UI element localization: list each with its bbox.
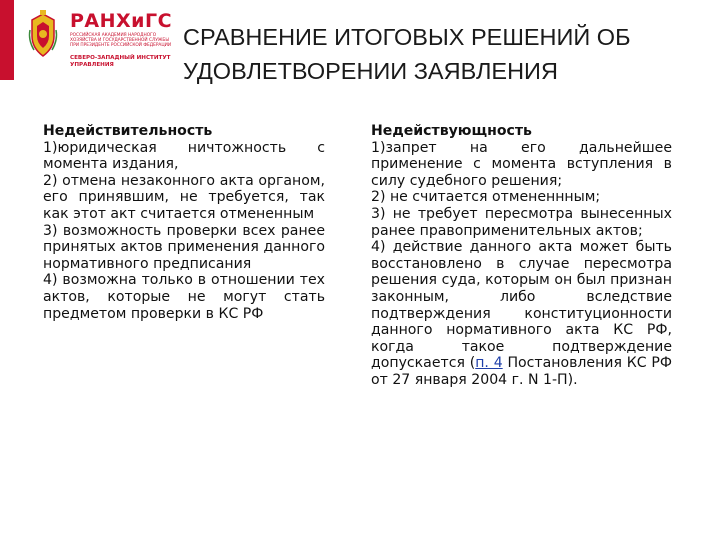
invalidity-item: 2) отмена незаконного акта органом, его принявшим, не требуется, так как этот акт считается отмененным [43, 172, 325, 222]
invalidity-item: 4) возможна только в отношении тех актов, которые не могут стать предметом проверки в КС РФ [43, 272, 325, 322]
logo-brand: РАНХиГС [70, 10, 173, 32]
invalidity-item: 1)юридическая ничтожность с момента издания, [43, 139, 325, 173]
emblem-icon [26, 10, 60, 60]
slide-title-line-2: УДОВЛЕТВОРЕНИИ ЗАЯВЛЕНИЯ [183, 58, 558, 84]
invalidity-heading: Недействительность [43, 123, 213, 139]
inoperability-heading: Недействующность [371, 123, 532, 139]
inoperability-item: 3) не требует пересмотра вынесенных ранее правоприменительных актов; [371, 205, 672, 239]
decree-point-link[interactable]: п. 4 [475, 355, 503, 372]
logo-branch: СЕВЕРО-ЗАПАДНЫЙ ИНСТИТУТ УПРАВЛЕНИЯ [70, 55, 171, 68]
invalidity-item: 3) возможность проверки всех ранее принятых актов применения данного нормативного предписания [43, 222, 325, 272]
inoperability-item: 2) не считается отмененнным; [371, 189, 601, 206]
inoperability-item: 1)запрет на его дальнейшее применение с момента вступления в силу судебного решения; [371, 139, 672, 189]
invalidity-column [43, 123, 325, 322]
logo-fullname: РОССИЙСКАЯ АКАДЕМИЯ НАРОДНОГО ХОЗЯЙСТВА И ГОСУДАРСТВЕННОЙ СЛУЖБЫ ПРИ ПРЕЗИДЕНТЕ РОССИЙСКОЙ ФЕДЕРАЦИИ [70, 33, 172, 48]
slide-title [183, 20, 703, 88]
item4-text-after: Постановления КС РФ от 27 января 2004 г. N 1-П). [371, 355, 672, 388]
inoperability-column [371, 123, 672, 389]
ranepa-logo [26, 8, 176, 72]
accent-bar [0, 0, 14, 80]
item4-text-before: 4) действие данного акта может быть восстановлено в случае пересмотра решения суда, которым он был признан законным, либо вследствие подтверждения конституционности данного нормативного акта КС РФ, когда такое подтверждение допускается ( [371, 239, 672, 372]
inoperability-item-4 [371, 239, 672, 388]
slide-title-line-1: СРАВНЕНИЕ ИТОГОВЫХ РЕШЕНИЙ ОБ [183, 24, 631, 50]
